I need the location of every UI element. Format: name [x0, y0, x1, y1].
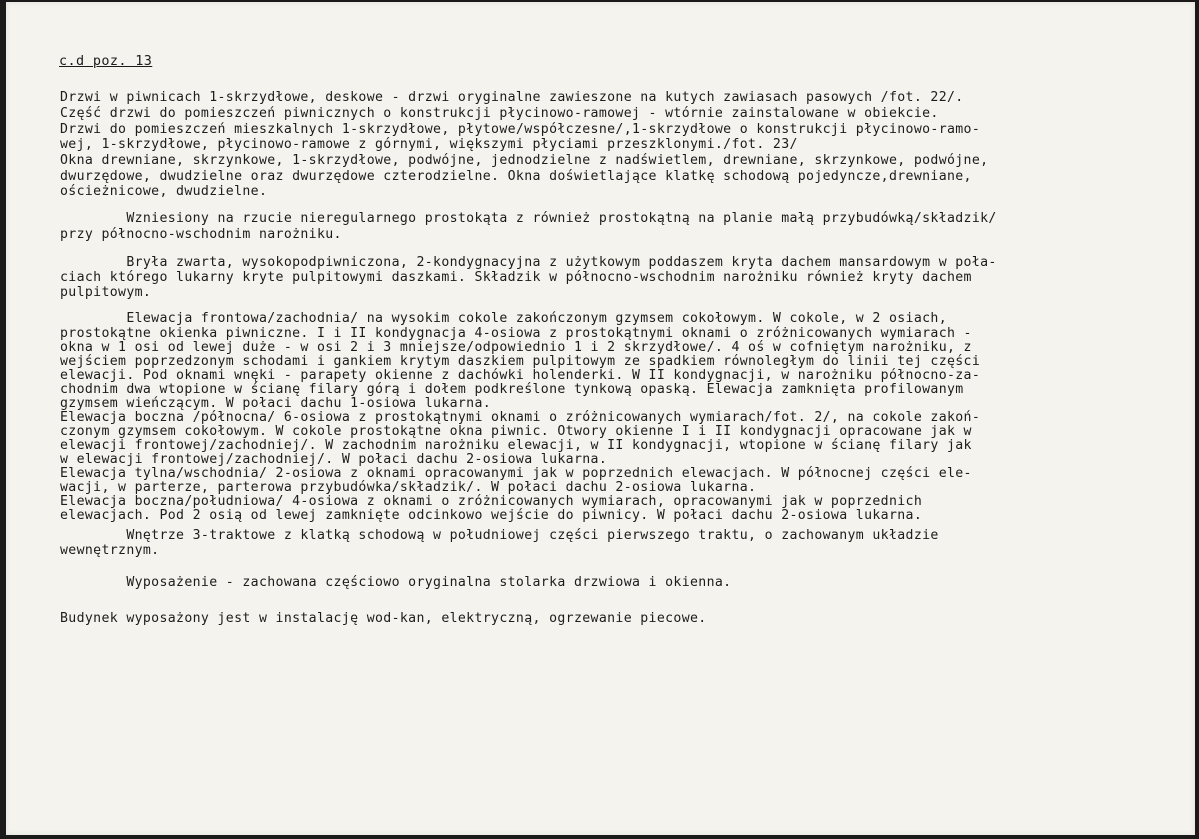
- text-line: elewacji. Pod oknami wnęki - parapety okienne z dachówki holenderki. W II kondygnacji, w narożniku północno-za-: [60, 368, 981, 383]
- text-line: czonym gzymsem cokołowym. W cokole prostokątne okna piwnic. Otwory okienne I i II kondygnacji opracowane jak w: [60, 424, 972, 439]
- text-line: przy północno-wschodnim narożniku.: [60, 227, 342, 242]
- text-line: ościeżnicowe, dwudzielne.: [60, 184, 268, 199]
- text-line: Wzniesiony na rzucie nieregularnego prostokąta z również prostokątną na planie małą przybudówką/składzik/: [60, 211, 997, 226]
- text-line: w elewacji frontowej/zachodniej/. W połaci dachu 2-osiowa lukarna.: [60, 452, 608, 467]
- text-line: Drzwi w piwnicach 1-skrzydłowe, deskowe - drzwi oryginalne zawieszone na kutych zawiasach pasowych /fot. 22/.: [60, 90, 964, 105]
- scanned-document-card: [6, 2, 1195, 835]
- text-line: Elewacja boczna/południowa/ 4-osiowa z oknami o zróżnicowanych wymiarach, opracowanymi jak w poprzednich: [60, 494, 923, 509]
- text-line: Budynek wyposażony jest w instalację wod-kan, elektryczną, ogrzewanie piecowe.: [60, 611, 707, 626]
- text-line: Część drzwi do pomieszczeń piwnicznych o konstrukcji płycinowo-ramowej - wtórnie zainstalowane w obiekcie.: [60, 106, 939, 121]
- text-line: prostokątne okienka piwniczne. I i II kondygnacja 4-osiowa z prostokątnymi oknami o zróżnicowanych wymiarach -: [60, 326, 972, 341]
- text-line: wacji, w parterze, parterowa przybudówka/składzik/. W połaci dachu 2-osiowa lukarna.: [60, 480, 757, 495]
- text-line: Okna drewniane, skrzynkowe, 1-skrzydłowe, podwójne, jednodzielne z nadświetlem, drewniane, skrzynkowe, podwójne,: [60, 153, 989, 168]
- text-line: ciach którego lukarny kryte pulpitowymi daszkami. Składzik w północno-wschodnim narożniku również kryty dachem: [60, 270, 972, 285]
- text-line: okna w 1 osi od lewej duże - w osi 2 i 3 mniejsze/odpowiednio 1 i 2 skrzydłowe/. 4 oś w cofniętym narożniku, z: [60, 340, 972, 355]
- typewritten-text: [6, 2, 1195, 835]
- text-line: Bryła zwarta, wysokopodpiwniczona, 2-kondygnacyjna z użytkowym poddaszem kryta dachem mansardowym w poła-: [60, 255, 997, 270]
- text-line: chodnim dwa wtopione w ścianę filary górą i dołem podkreślone tynkową opaską. Elewacja zamknięta profilowanym: [60, 382, 964, 397]
- text-line: gzymsem wieńczącym. W połaci dachu 1-osiowa lukarna.: [60, 396, 492, 411]
- text-line: wej, 1-skrzydłowe, płycinowo-ramowe z górnymi, większymi płyciami przeszklonymi./fot. 23/: [60, 137, 798, 152]
- text-line: Elewacja tylna/wschodnia/ 2-osiowa z oknami opracowanymi jak w poprzednich elewacjach. W północnej części ele-: [60, 466, 972, 481]
- text-line: Wnętrze 3-traktowe z klatką schodową w południowej części pierwszego traktu, o zachowanym układzie: [60, 528, 939, 543]
- text-line: pulpitowym.: [60, 285, 152, 300]
- text-line: elewacji frontowej/zachodniej/. W zachodnim narożniku elewacji, w II kondygnacji, wtopione w ścianę filary jak: [60, 438, 972, 453]
- document-heading: c.d poz. 13: [59, 53, 153, 69]
- text-line: Wyposażenie - zachowana częściowo oryginalna stolarka drzwiowa i okienna.: [60, 575, 732, 590]
- text-line: Drzwi do pomieszczeń mieszkalnych 1-skrzydłowe, płytowe/współczesne/,1-skrzydłowe o konstrukcji płycinowo-ramo-: [60, 122, 981, 137]
- text-line: elewacjach. Pod 2 osią od lewej zamknięte odcinkowo wejście do piwnicy. W połaci dachu 2-osiowa lukarna.: [60, 508, 923, 523]
- text-line: dwurzędowe, dwudzielne oraz dwurzędowe czterodzielne. Okna doświetlające klatkę schodową pojedyncze,drewniane,: [60, 169, 972, 184]
- text-line: wewnętrznym.: [60, 543, 160, 558]
- text-line: Elewacja frontowa/zachodnia/ na wysokim cokole zakończonym gzymsem cokołowym. W cokole, w 2 osiach,: [60, 311, 947, 326]
- text-line: Elewacja boczna /północna/ 6-osiowa z prostokątnymi oknami o zróżnicowanych wymiarach/fot. 2/, na cokole zakoń-: [60, 410, 981, 425]
- text-line: wejściem poprzedzonym schodami i gankiem krytym daszkiem pulpitowym ze spadkiem równoległym do linii tej części: [60, 354, 981, 369]
